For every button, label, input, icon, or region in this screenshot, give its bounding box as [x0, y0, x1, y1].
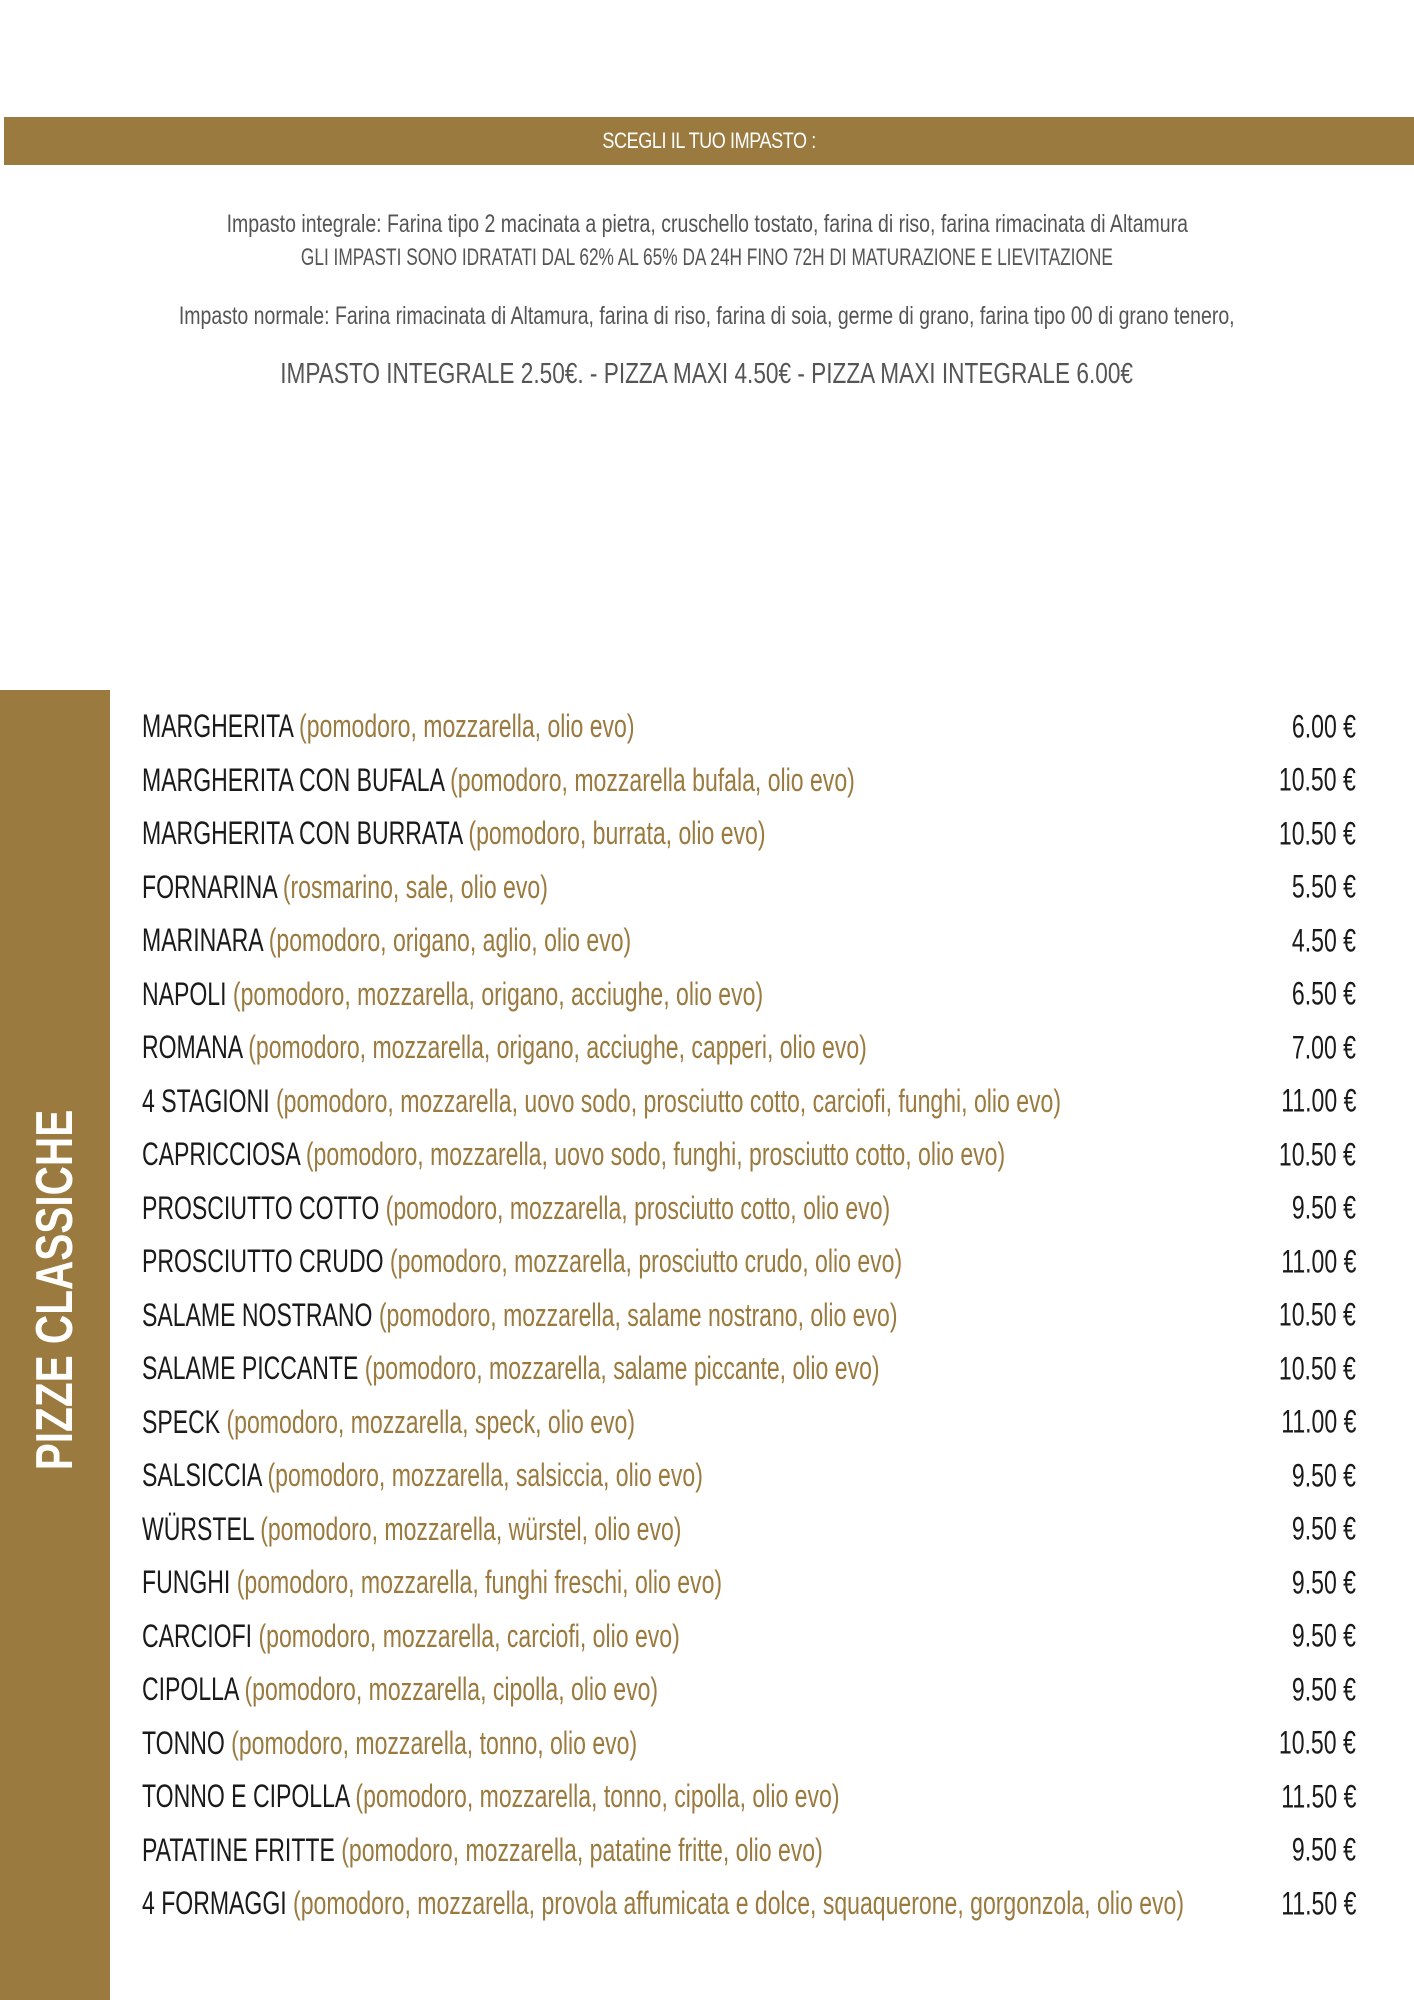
menu-item-price: 11.00 €	[1280, 1243, 1356, 1280]
section-title: PIZZE CLASSICHE	[26, 1109, 84, 1471]
menu-item-ingredients: (pomodoro, mozzarella, würstel, olio evo)	[260, 1510, 682, 1547]
menu-item-text	[142, 1350, 880, 1387]
menu-item-price: 6.00 €	[1291, 708, 1356, 745]
menu-item-price: 9.50 €	[1291, 1189, 1356, 1226]
menu-item-price: 6.50 €	[1291, 975, 1356, 1012]
menu-item	[142, 914, 1362, 968]
menu-item-ingredients: (pomodoro, mozzarella, uovo sodo, prosciutto cotto, carciofi, funghi, olio evo)	[275, 1082, 1062, 1119]
menu-item-text	[142, 1725, 637, 1762]
menu-item-name: MARINARA	[142, 922, 263, 959]
menu-item	[142, 861, 1362, 915]
menu-item	[142, 1770, 1362, 1824]
menu-item-ingredients: (pomodoro, mozzarella, carciofi, olio evo)	[258, 1617, 680, 1654]
menu-item	[142, 1182, 1362, 1236]
menu-item	[142, 968, 1362, 1022]
menu-item	[142, 1021, 1362, 1075]
dough-banner	[4, 117, 1414, 165]
menu-item-text	[142, 1029, 867, 1066]
menu-item-text	[142, 1457, 703, 1494]
menu-item-text	[142, 762, 855, 799]
menu-item-price: 9.50 €	[1291, 1510, 1356, 1547]
menu-item-ingredients: (pomodoro, mozzarella, prosciutto cotto, olio evo)	[385, 1189, 891, 1226]
menu-item-ingredients: (rosmarino, sale, olio evo)	[282, 868, 548, 905]
menu-item	[142, 700, 1362, 754]
menu-item-ingredients: (pomodoro, mozzarella, salame piccante, olio evo)	[364, 1350, 880, 1387]
menu-item-name: ROMANA	[142, 1029, 242, 1066]
menu-item-ingredients: (pomodoro, burrata, olio evo)	[468, 815, 766, 852]
menu-item-name: NAPOLI	[142, 975, 227, 1012]
menu-item-price: 11.50 €	[1280, 1778, 1356, 1815]
menu-item-name: 4 FORMAGGI	[142, 1885, 287, 1922]
menu-item-name: TONNO	[142, 1724, 225, 1761]
menu-item-text	[142, 869, 548, 906]
menu-item-price: 7.00 €	[1291, 1029, 1356, 1066]
menu-item-text	[142, 1083, 1061, 1120]
menu-item	[142, 1235, 1362, 1289]
menu-item-text	[142, 1778, 839, 1815]
menu-item-name: SALAME NOSTRANO	[142, 1296, 373, 1333]
menu-item	[142, 1610, 1362, 1664]
menu-item-price: 9.50 €	[1291, 1617, 1356, 1654]
menu-item-text	[142, 815, 766, 852]
menu-item-name: FUNGHI	[142, 1564, 231, 1601]
menu-item-text	[142, 1511, 681, 1548]
menu-item-name: SALSICCIA	[142, 1457, 262, 1494]
menu-item-price: 4.50 €	[1291, 922, 1356, 959]
dough-banner-title: SCEGLI IL TUO IMPASTO :	[602, 128, 816, 153]
menu-item	[142, 1503, 1362, 1557]
menu-item-price: 10.50 €	[1279, 1136, 1356, 1173]
menu-item-price: 9.50 €	[1291, 1831, 1356, 1868]
menu-item	[142, 807, 1362, 861]
menu-item-name: PATATINE FRITTE	[142, 1831, 335, 1868]
menu-item-text	[142, 1136, 1005, 1173]
menu-item	[142, 1075, 1362, 1129]
menu-item-price: 11.00 €	[1280, 1082, 1356, 1119]
menu-item-text	[142, 976, 763, 1013]
menu-item-text	[142, 1190, 890, 1227]
menu-item-text	[142, 1671, 658, 1708]
menu-item-ingredients: (pomodoro, mozzarella, speck, olio evo)	[226, 1403, 636, 1440]
menu-item-name: PROSCIUTTO CRUDO	[142, 1243, 384, 1280]
menu-item-name: CARCIOFI	[142, 1617, 253, 1654]
menu-item-ingredients: (pomodoro, mozzarella, uovo sodo, funghi, prosciutto cotto, olio evo)	[305, 1136, 1006, 1173]
menu-item-ingredients: (pomodoro, mozzarella, tonno, olio evo)	[231, 1724, 638, 1761]
menu-item-price: 5.50 €	[1291, 868, 1356, 905]
menu-item-price: 11.00 €	[1280, 1403, 1356, 1440]
menu-item	[142, 1128, 1362, 1182]
menu-item-name: 4 STAGIONI	[142, 1082, 270, 1119]
menu-item-ingredients: (pomodoro, mozzarella, origano, acciughe, olio evo)	[232, 975, 764, 1012]
menu-item	[142, 1663, 1362, 1717]
hydration-note: GLI IMPASTI SONO IDRATATI DAL 62% AL 65% DA 24H FINO 72H DI MATURAZIONE E LIEVITAZIONE	[300, 244, 1114, 271]
menu-item-text	[142, 1885, 1184, 1922]
menu-item-price: 10.50 €	[1279, 1296, 1356, 1333]
menu-item-price: 9.50 €	[1291, 1671, 1356, 1708]
menu-item	[142, 1449, 1362, 1503]
menu-item-text	[142, 1243, 902, 1280]
menu-item-name: MARGHERITA	[142, 708, 293, 745]
menu-item-name: MARGHERITA CON BURRATA	[142, 815, 463, 852]
menu-item-ingredients: (pomodoro, mozzarella, provola affumicata e dolce, squaquerone, gorgonzola, olio evo)	[293, 1885, 1185, 1922]
pizza-menu-list	[142, 700, 1362, 1931]
menu-item-ingredients: (pomodoro, mozzarella, salame nostrano, olio evo)	[378, 1296, 898, 1333]
menu-item-price: 10.50 €	[1279, 1724, 1356, 1761]
menu-item-name: PROSCIUTTO COTTO	[142, 1189, 380, 1226]
menu-item-name: CAPRICCIOSA	[142, 1136, 300, 1173]
menu-item	[142, 1877, 1362, 1931]
menu-item-name: TONNO E CIPOLLA	[142, 1778, 349, 1815]
menu-item-text	[142, 1404, 635, 1441]
menu-item-ingredients: (pomodoro, mozzarella, olio evo)	[299, 708, 635, 745]
menu-item-price: 10.50 €	[1279, 1350, 1356, 1387]
menu-item-price: 9.50 €	[1291, 1564, 1356, 1601]
menu-item-name: CIPOLLA	[142, 1671, 239, 1708]
dough-surcharge-prices: IMPASTO INTEGRALE 2.50€. - PIZZA MAXI 4.50€ - PIZZA MAXI INTEGRALE 6.00€	[280, 358, 1134, 390]
menu-item-ingredients: (pomodoro, mozzarella, prosciutto crudo, olio evo)	[389, 1243, 903, 1280]
menu-item	[142, 1342, 1362, 1396]
menu-item-name: SPECK	[142, 1403, 221, 1440]
menu-item	[142, 1717, 1362, 1771]
menu-item-ingredients: (pomodoro, mozzarella, patatine fritte, olio evo)	[341, 1831, 823, 1868]
menu-item-name: SALAME PICCANTE	[142, 1350, 359, 1387]
normal-dough-description: Impasto normale: Farina rimacinata di Altamura, farina di riso, farina di soia, germe di grano, farina tipo 00 di grano tenero,	[179, 302, 1235, 330]
menu-item-text	[142, 1832, 823, 1869]
menu-item-text	[142, 1564, 722, 1601]
menu-item-name: FORNARINA	[142, 868, 277, 905]
menu-item-name: MARGHERITA CON BUFALA	[142, 761, 444, 798]
menu-item-ingredients: (pomodoro, mozzarella, tonno, cipolla, olio evo)	[355, 1778, 840, 1815]
menu-item-text	[142, 1297, 897, 1334]
menu-item-text	[142, 922, 631, 959]
menu-item-text	[142, 1618, 680, 1655]
menu-item	[142, 1824, 1362, 1878]
menu-item	[142, 754, 1362, 808]
menu-item-ingredients: (pomodoro, mozzarella, salsiccia, olio evo)	[267, 1457, 703, 1494]
menu-item-ingredients: (pomodoro, mozzarella, origano, acciughe, capperi, olio evo)	[248, 1029, 867, 1066]
menu-item	[142, 1396, 1362, 1450]
integral-dough-description: Impasto integrale: Farina tipo 2 macinata a pietra, cruschello tostato, farina di riso, farina rimacinata di Altamura	[226, 210, 1188, 238]
menu-item-price: 10.50 €	[1279, 761, 1356, 798]
menu-item-ingredients: (pomodoro, mozzarella, funghi freschi, olio evo)	[236, 1564, 723, 1601]
menu-item-ingredients: (pomodoro, mozzarella bufala, olio evo)	[450, 761, 855, 798]
menu-item-price: 11.50 €	[1280, 1885, 1356, 1922]
menu-item	[142, 1289, 1362, 1343]
menu-item-price: 9.50 €	[1291, 1457, 1356, 1494]
menu-item-ingredients: (pomodoro, mozzarella, cipolla, olio evo)	[244, 1671, 659, 1708]
menu-item	[142, 1556, 1362, 1610]
menu-item-text	[142, 708, 635, 745]
menu-item-price: 10.50 €	[1279, 815, 1356, 852]
menu-item-name: WÜRSTEL	[142, 1510, 254, 1547]
menu-item-ingredients: (pomodoro, origano, aglio, olio evo)	[268, 922, 632, 959]
